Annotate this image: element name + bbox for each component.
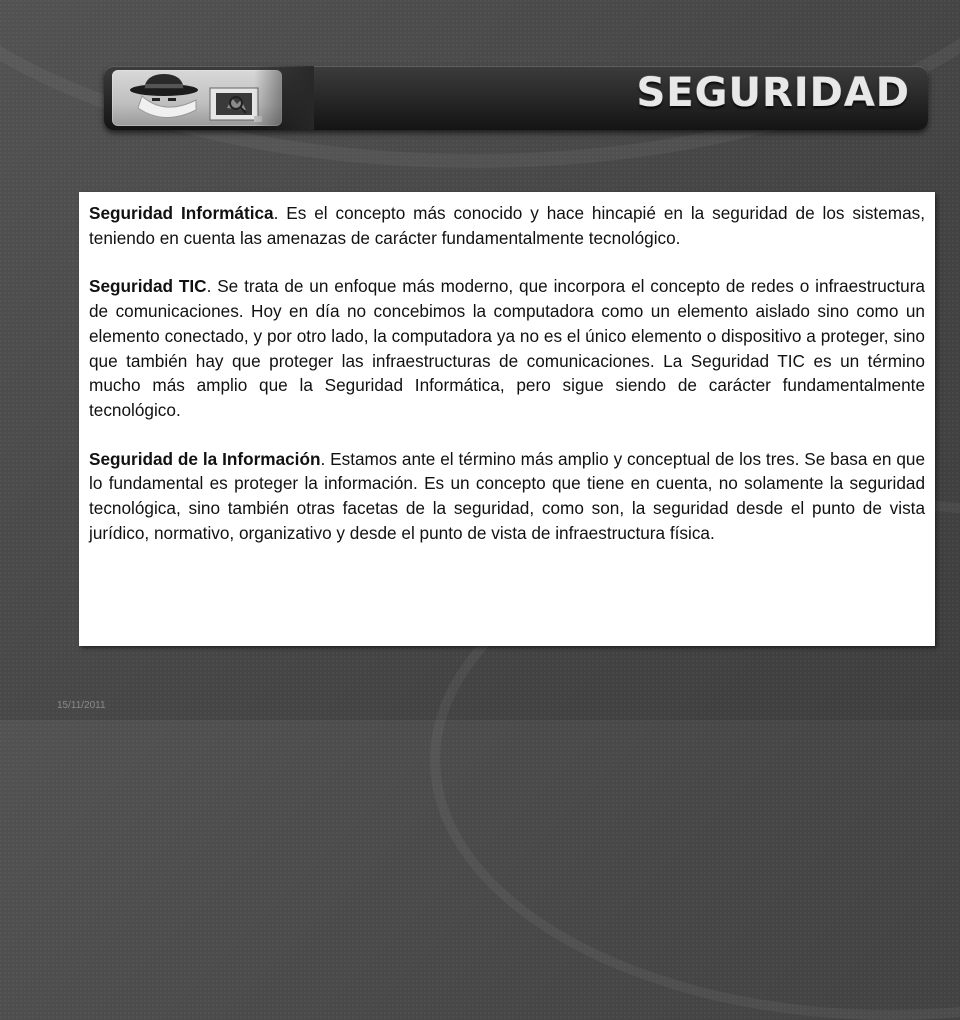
footer-date: 15/11/2011 [57, 700, 106, 711]
banner-fade [254, 66, 314, 130]
paragraph-text: . Es el concepto más conocido y hace hincapié en la seguridad de los sistemas, teniendo en cuenta las amenazas de carácter fundamentalmente tecnológico. [89, 203, 925, 248]
paragraph-seguridad-informacion [89, 447, 925, 546]
paragraph-seguridad-tic [89, 274, 925, 422]
term-seguridad-informacion: Seguridad de la Información [89, 448, 321, 469]
content-box [79, 192, 935, 646]
title-banner [104, 66, 928, 130]
paragraph-text: . Se trata de un enfoque más moderno, que incorpora el concepto de redes o infraestructura de comunicaciones. Hoy en día no concebimos la computadora como un elemento aislado sino como un elemento conectado, y por otro lado, la computadora ya no es el único elemento o dispositivo a proteger, sino que también hay que proteger las infraestructuras de comunicaciones. La Seguridad TIC es un término mucho más amplio que la Seguridad Informática, pero sigue siendo de carácter fundamentalmente tecnológico. [89, 276, 925, 420]
paragraph-text: . Estamos ante el término más amplio y conceptual de los tres. Se basa en que lo fundamental es proteger la información. Es un concepto que tiene en cuenta, no solamente la seguridad tecnológica, sino también otras facetas de la seguridad, como son, la seguridad desde el punto de vista jurídico, normativo, organizativo y desde el punto de vista de infraestructura física. [89, 448, 925, 543]
paragraph-seguridad-informatica [89, 201, 925, 250]
term-seguridad-tic: Seguridad TIC [89, 276, 207, 297]
term-seguridad-informatica: Seguridad Informática [89, 203, 274, 223]
page-title: SEGURIDAD [636, 70, 910, 116]
